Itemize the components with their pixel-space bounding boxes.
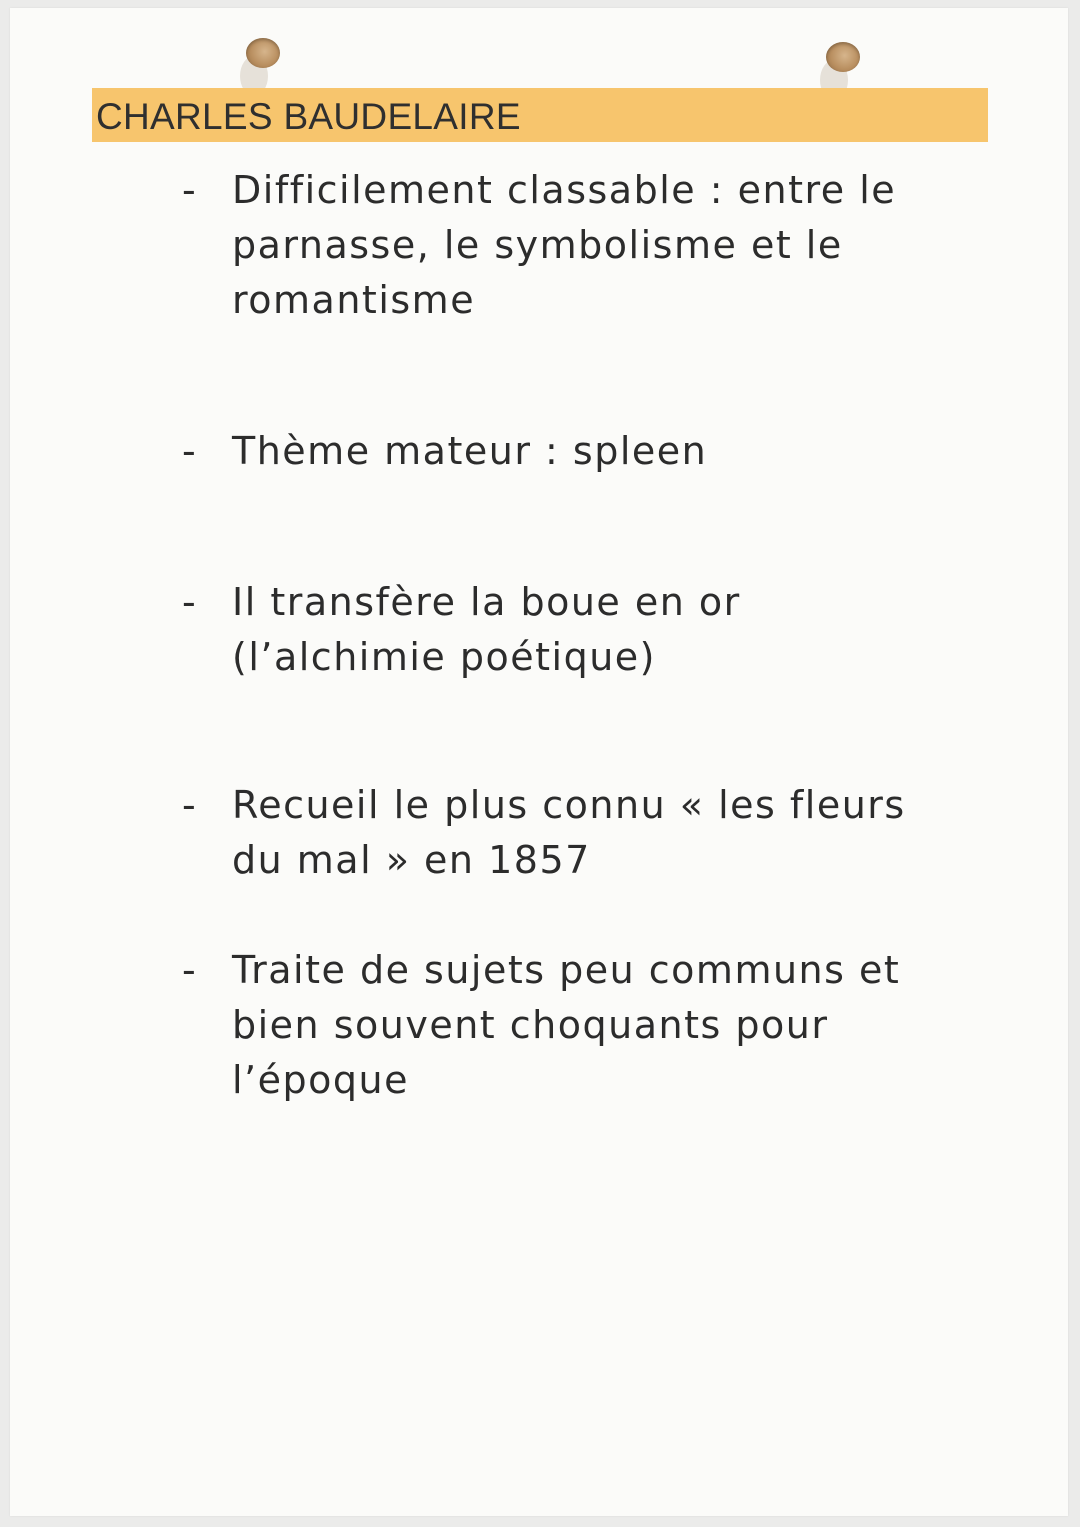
bullet-dash: - [182, 429, 198, 473]
bullet-item [182, 943, 1002, 1108]
bullet-text: Recueil le plus connu « les fleurs du mal » en 1857 [232, 783, 906, 882]
punch-hole-left [246, 38, 280, 68]
punch-hole-right [826, 42, 860, 72]
bullet-item [182, 424, 1002, 479]
bullet-dash: - [182, 948, 198, 992]
bullet-text: Thème mateur : spleen [232, 429, 708, 473]
bullet-dash: - [182, 168, 198, 212]
bullet-item [182, 163, 1002, 328]
bullet-dash: - [182, 783, 198, 827]
card-title: CHARLES BAUDELAIRE [96, 96, 521, 137]
bullet-text: Traite de sujets peu communs et bien souvent choquants pour l’époque [232, 948, 901, 1102]
bullet-dash: - [182, 580, 198, 624]
bullet-text: Il transfère la boue en or (l’alchimie poétique) [232, 580, 741, 679]
bullet-item [182, 778, 1002, 888]
bullet-item [182, 575, 1002, 685]
bullet-text: Difficilement classable : entre le parnasse, le symbolisme et le romantisme [232, 168, 897, 322]
